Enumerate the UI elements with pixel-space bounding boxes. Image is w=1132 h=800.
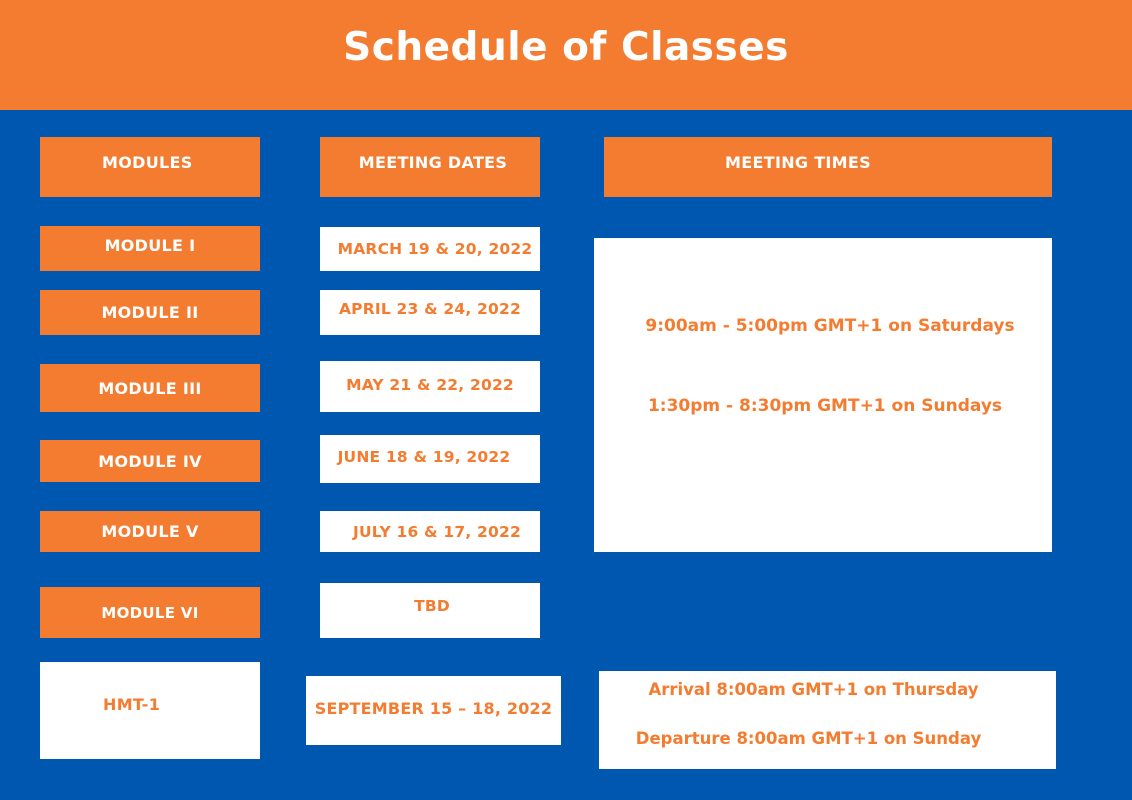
module-3-name: MODULE III [98,378,202,398]
module-3-cell [40,364,260,412]
module-1-date: MARCH 19 & 20, 2022 [337,240,533,258]
page-title: Schedule of Classes [343,24,789,70]
arrival-time: Arrival 8:00am GMT+1 on Thursday [648,680,979,699]
module-2-date-cell [320,290,540,335]
module-5-date-cell [320,511,540,552]
module-6-name: MODULE VI [101,603,199,622]
module-2-cell [40,290,260,335]
sunday-times: 1:30pm - 8:30pm GMT+1 on Sundays [647,396,1003,416]
module-6-date-cell [320,583,540,638]
header-times [604,137,1052,197]
header-banner [0,0,1132,110]
module-4-date: JUNE 18 & 19, 2022 [337,448,511,466]
module-5-date: JULY 16 & 17, 2022 [353,522,521,541]
departure-time: Departure 8:00am GMT+1 on Sunday [635,729,982,748]
hmt-date: SEPTEMBER 15 – 18, 2022 [314,699,553,718]
module-2-name: MODULE II [101,303,199,322]
module-3-date: MAY 21 & 22, 2022 [346,375,514,394]
module-1-cell [40,226,260,271]
header-modules [40,137,260,197]
module-4-cell [40,440,260,482]
module-6-date: TBD [414,597,450,615]
module-5-cell [40,511,260,552]
module-3-date-cell [320,361,540,412]
header-dates [320,137,540,197]
module-2-date: APRIL 23 & 24, 2022 [338,299,521,318]
header-dates-label: MEETING DATES [358,152,508,172]
module-1-date-cell [320,227,540,271]
module-1-name: MODULE I [104,236,196,255]
module-4-date-cell [320,435,540,483]
hmt-cell [40,662,260,759]
hmt-name: HMT-1 [103,695,161,714]
hmt-date-cell [306,676,561,745]
module-6-cell [40,587,260,638]
header-times-label: MEETING TIMES [725,152,871,172]
hmt-times-panel [599,671,1056,769]
header-modules-label: MODULES [102,152,193,172]
meeting-times-panel [594,238,1052,552]
module-4-name: MODULE IV [98,451,202,471]
saturday-times: 9:00am - 5:00pm GMT+1 on Saturdays [645,316,1015,336]
module-5-name: MODULE V [101,522,199,541]
